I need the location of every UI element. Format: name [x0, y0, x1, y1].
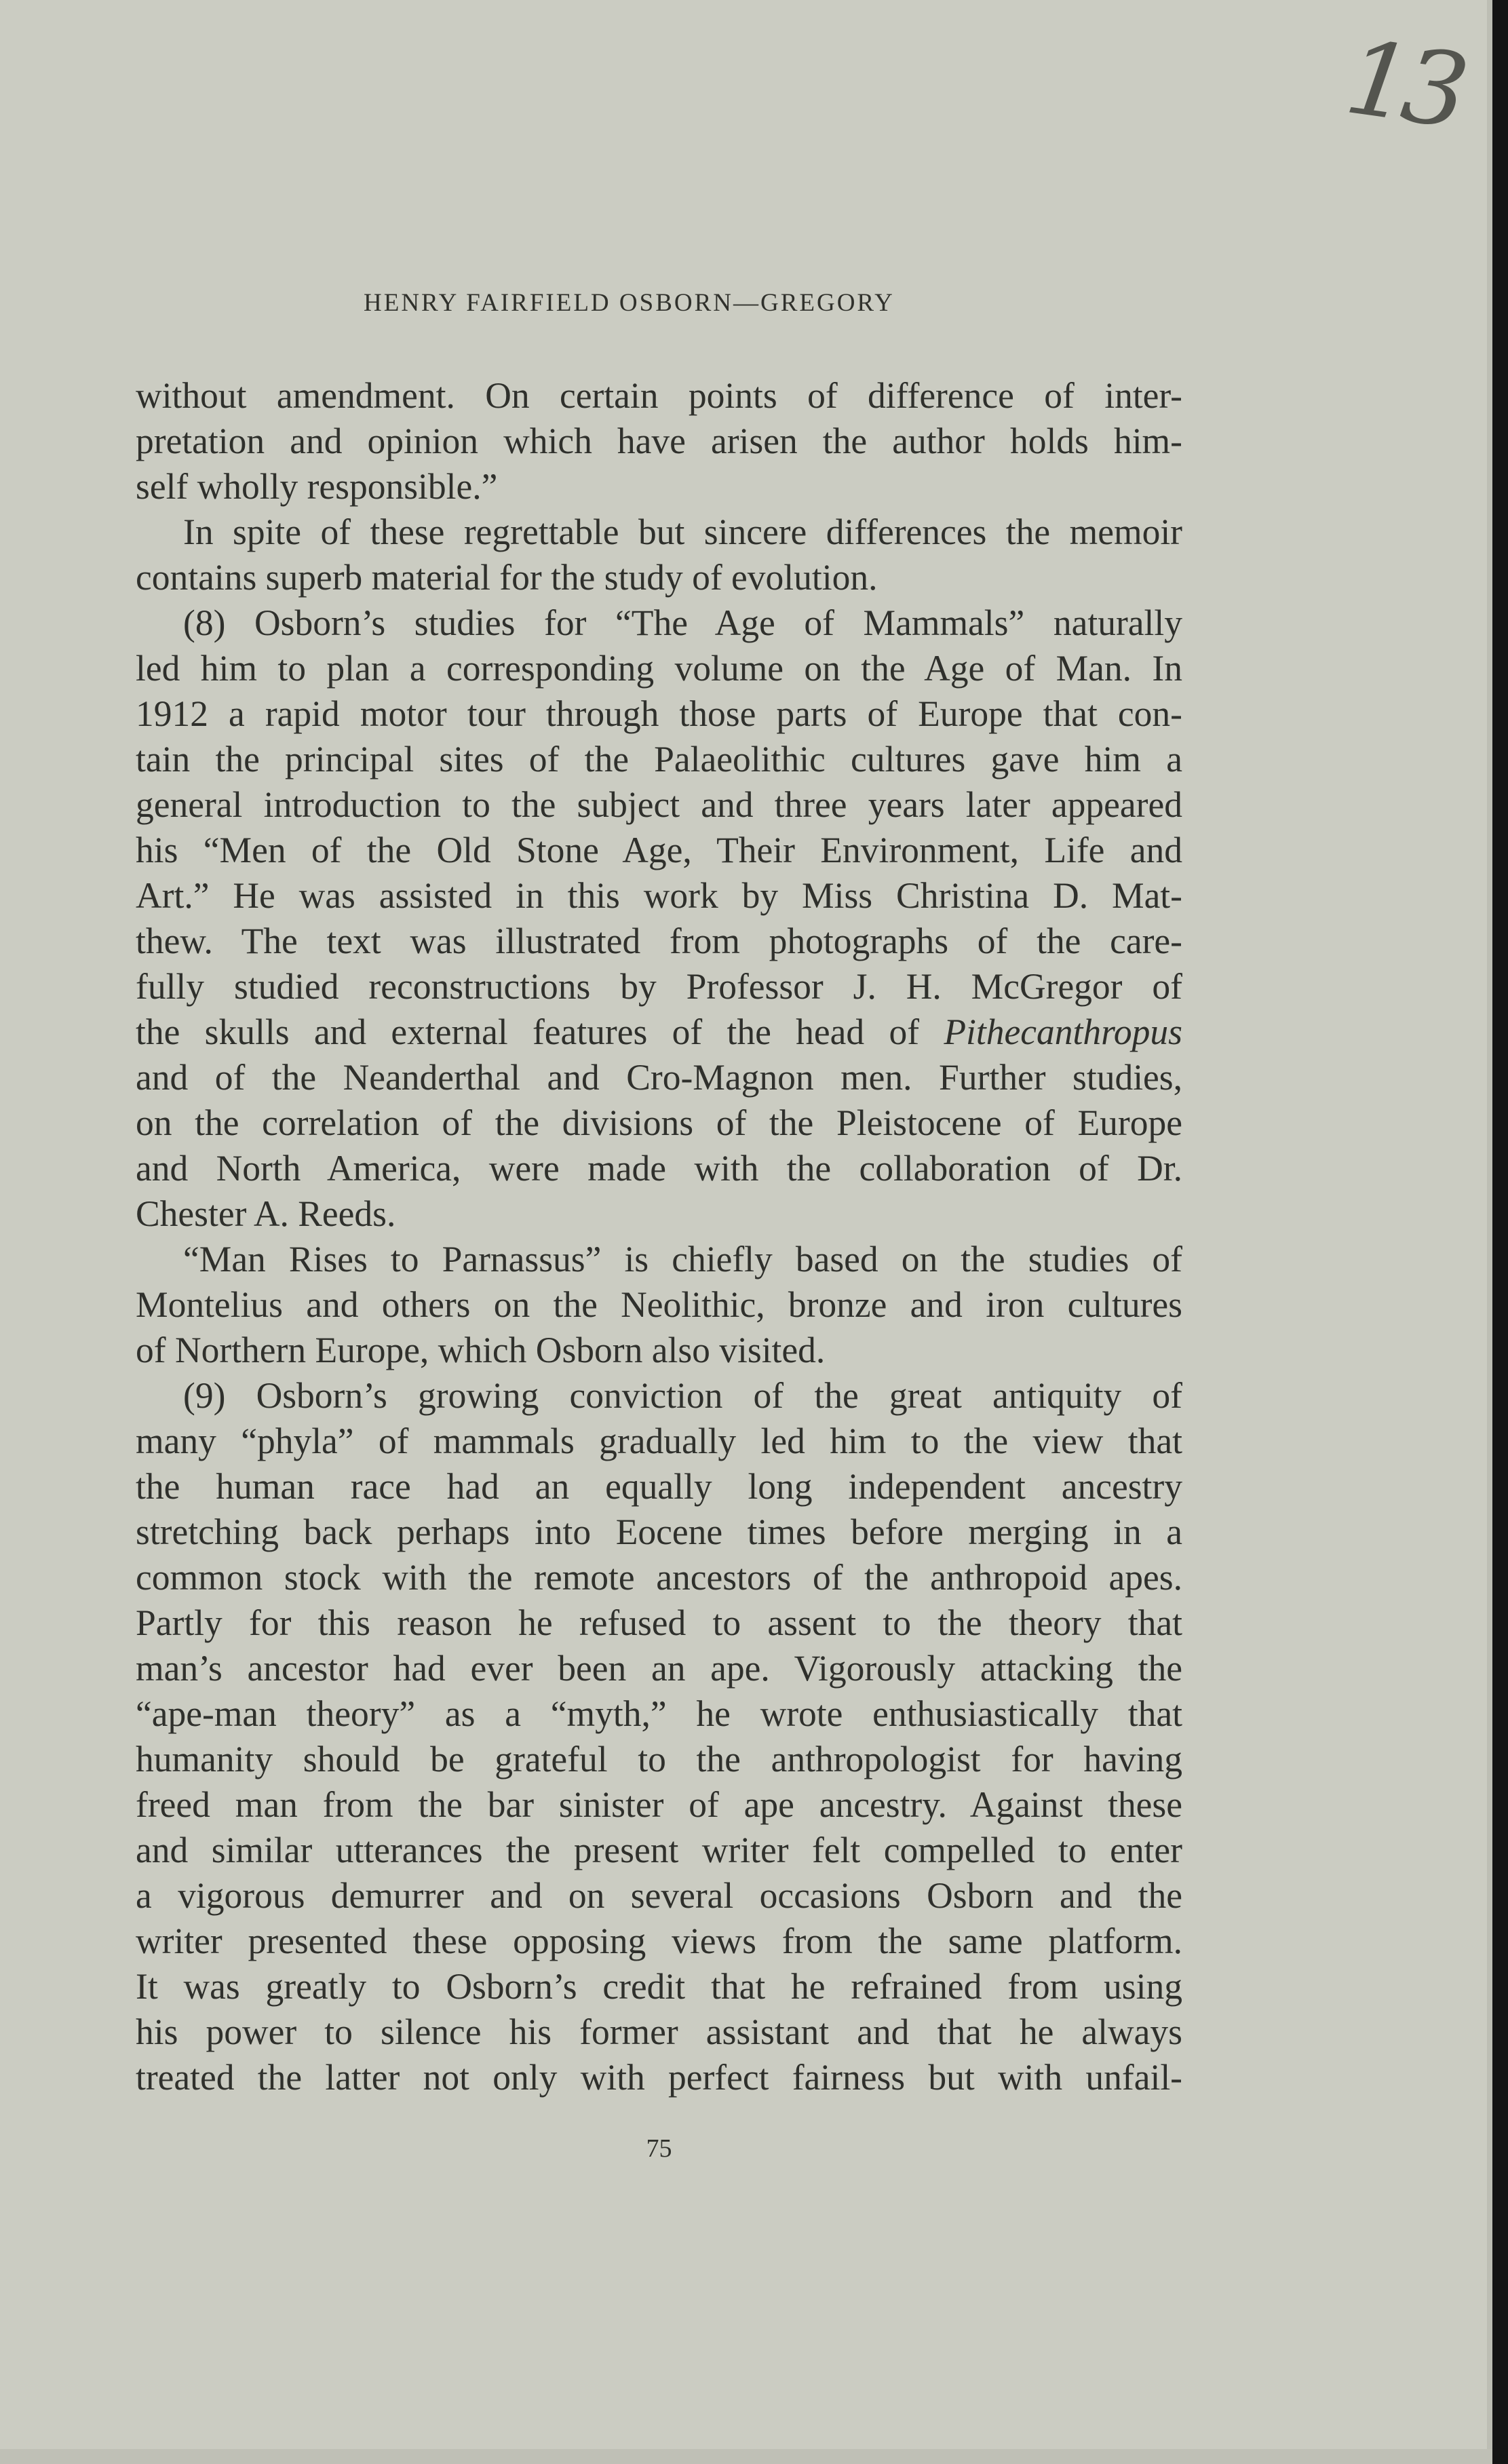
text-line: led him to plan a corresponding volume on the Age of Man. In [136, 648, 1182, 689]
text-line: his “Men of the Old Stone Age, Their Environment, Life and [136, 830, 1182, 870]
body-text [136, 373, 1182, 2100]
text-line: without amendment. On certain points of difference of inter- [136, 375, 1182, 416]
text-line: of Northern Europe, which Osborn also visited. [136, 1330, 826, 1370]
text-line: freed man from the bar sinister of ape ancestry. Against these [136, 1784, 1182, 1825]
text-line [136, 1009, 1182, 1055]
scan-border [1492, 0, 1508, 2464]
page-edge-shadow [1487, 0, 1492, 2464]
text-line: thew. The text was illustrated from photographs of the care- [136, 921, 1182, 961]
page-number: 75 [646, 2134, 672, 2163]
text-line: self wholly responsible.” [136, 466, 498, 507]
text-line: Partly for this reason he refused to assent to the theory that [136, 1602, 1182, 1643]
text-line: the human race had an equally long independent ancestry [136, 1466, 1182, 1507]
text-line: stretching back perhaps into Eocene times before merging in a [136, 1512, 1182, 1552]
text-line: (9) Osborn’s growing conviction of the great antiquity of [183, 1375, 1182, 1416]
text-line: In spite of these regrettable but sincere differences the memoir [183, 512, 1182, 552]
handwritten-folio-number: 13 [1338, 18, 1468, 151]
text-line: many “phyla” of mammals gradually led him to the view that [136, 1421, 1182, 1461]
text-line: general introduction to the subject and three years later appeared [136, 784, 1182, 825]
text-line: Chester A. Reeds. [136, 1193, 396, 1234]
text-line: pretation and opinion which have arisen the author holds him- [136, 421, 1182, 461]
text-line: “ape-man theory” as a “myth,” he wrote enthusiastically that [136, 1693, 1182, 1734]
text-line: and similar utterances the present writer felt compelled to enter [136, 1830, 1182, 1870]
text-line: contains superb material for the study of evolution. [136, 557, 878, 598]
text-line: treated the latter not only with perfect fairness but with unfail- [136, 2057, 1182, 2098]
page-bottom-edge [0, 2449, 1492, 2464]
text-line: Art.” He was assisted in this work by Miss Christina D. Mat- [136, 875, 1182, 916]
text-line: and North America, were made with the collaboration of Dr. [136, 1148, 1182, 1189]
text-line: common stock with the remote ancestors of the anthropoid apes. [136, 1557, 1182, 1598]
text-line: Montelius and others on the Neolithic, bronze and iron cultures [136, 1284, 1182, 1325]
text-line: a vigorous demurrer and on several occasions Osborn and the [136, 1875, 1182, 1916]
text-line: “Man Rises to Parnassus” is chiefly based on the studies of [183, 1239, 1182, 1279]
running-head: HENRY FAIRFIELD OSBORN—GREGORY [364, 289, 895, 317]
text-line: It was greatly to Osborn’s credit that he refrained from using [136, 1966, 1182, 2007]
text-line: his power to silence his former assistant and that he always [136, 2011, 1182, 2052]
text-line: man’s ancestor had ever been an ape. Vigorously attacking the [136, 1648, 1182, 1689]
italic-genus-name: Pithecanthropus [944, 1012, 1182, 1052]
text-line: on the correlation of the divisions of the Pleistocene of Europe [136, 1102, 1182, 1143]
text-line: humanity should be grateful to the anthropologist for having [136, 1739, 1182, 1779]
text-line: (8) Osborn’s studies for “The Age of Mammals” naturally [183, 602, 1182, 643]
text-line: tain the principal sites of the Palaeolithic cultures gave him a [136, 739, 1182, 779]
text-line-lead: the skulls and external features of the head of [136, 1012, 944, 1052]
text-line: and of the Neanderthal and Cro-Magnon men. Further studies, [136, 1057, 1182, 1098]
text-line: 1912 a rapid motor tour through those parts of Europe that con- [136, 693, 1182, 734]
text-line: fully studied reconstructions by Professor J. H. McGregor of [136, 966, 1182, 1007]
text-line: writer presented these opposing views from the same platform. [136, 1921, 1182, 1961]
